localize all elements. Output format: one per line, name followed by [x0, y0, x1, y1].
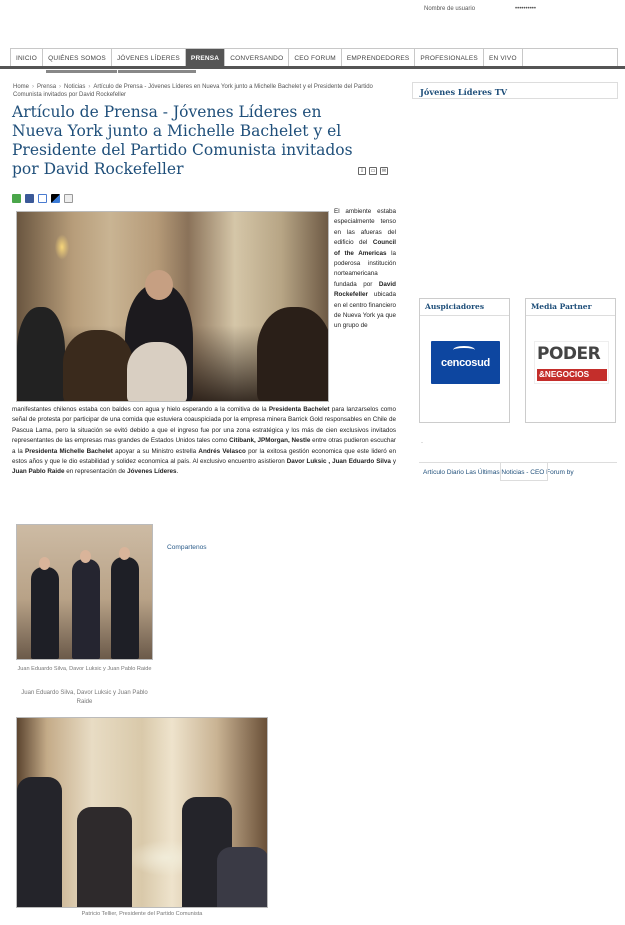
event-photo-bachelet: [16, 211, 329, 402]
nav-item-quienes-somos[interactable]: QUIÉNES SOMOS: [43, 49, 112, 67]
google-icon[interactable]: [38, 194, 47, 203]
breadcrumb: Home › Prensa › Noticias › Artículo de Prensa - Jóvenes Líderes en Nueva York junto a Michelle Bachelet y el Presidente del Partido Comunista invitados por David Rockefeller: [13, 84, 373, 98]
article-tools: [358, 167, 388, 175]
breadcrumb-noticias[interactable]: Noticias: [64, 84, 86, 90]
nav-hover-indicator: [46, 70, 117, 73]
share-icon[interactable]: [12, 194, 21, 203]
nav-item-ceo-forum[interactable]: CEO FORUM: [289, 49, 342, 67]
auspiciadores-box: [419, 298, 510, 423]
page-title: Artículo de Prensa - Jóvenes Líderes en Nueva York junto a Michelle Bachelet y el Presidente del Partido Comunista invitados por David Rockefeller: [12, 103, 353, 178]
delicious-icon[interactable]: [51, 194, 60, 203]
auspiciadores-heading: Auspiciadores: [420, 299, 509, 316]
news-tabs[interactable]: Artículo Diario Las Últimas Noticias - CEO Forum by: [419, 462, 617, 481]
nav-item-prensa[interactable]: PRENSA: [186, 49, 225, 67]
print-icon[interactable]: ▭: [370, 168, 376, 174]
social-share-icons: [12, 194, 73, 203]
email-icon[interactable]: ✉: [381, 168, 387, 174]
photo-caption-small: Juan Eduardo Silva, Davor Luksic y Juan Pablo Raide: [17, 666, 152, 672]
breadcrumb-home[interactable]: Home: [13, 84, 30, 90]
event-photo-dinner: [16, 717, 268, 908]
nav-underline-bar: [0, 66, 625, 69]
bookmark-icon[interactable]: [64, 194, 73, 203]
media-partner-box: [525, 298, 616, 423]
nav-item-inicio[interactable]: INICIO: [11, 49, 43, 67]
nav-item-conversando[interactable]: CONVERSANDO: [225, 49, 289, 67]
nav-item-profesionales[interactable]: PROFESIONALES: [415, 49, 484, 67]
photo-caption-bottom: Patricio Tellier, Presidente del Partido Comunista: [81, 911, 203, 917]
cencosud-logo[interactable]: cencosud: [431, 341, 500, 384]
facebook-icon[interactable]: [25, 194, 34, 203]
main-nav: [10, 48, 618, 67]
media-partner-heading: Media Partner: [526, 299, 615, 316]
article-body: manifestantes chilenos estaba con baldes con agua y hielo esperando a la comitiva de la Presidenta Bachelet para lanzarselos como señal de protesta por participar de una comida que estuviera coauspiciada por la empresa minera Barrick Gold responsables en Chile de Pascua Lama, pero la situación se evitó debido a que el ingreso fue por una zona estratégica y los más de cien exclusivos invitados representantes de las empresas mas grandes de Estados Unidos tales como Citibank, JPMorgan, Nestle entre otras pudieron escuchar a la Presidenta Michelle Bachelet apoyar a su Ministro estrella Andrés Velasco por la exitosa gestión economica que este lideró en estos años y que le dio estabilidad y solidez economica al país. Al exclusivo encuentro asistieron Davor Luksic , Juan Eduardo Silva y Juan Pablo Raide en representación de Jóvenes Líderes.: [12, 406, 397, 476]
breadcrumb-prensa[interactable]: Prensa: [37, 84, 57, 90]
jovenes-lideres-tv-heading[interactable]: Jóvenes Líderes TV: [412, 82, 618, 99]
password-input[interactable]: ••••••••••: [515, 6, 537, 12]
share-link[interactable]: Compartenos: [167, 544, 207, 551]
pdf-icon[interactable]: ⇩: [359, 168, 365, 174]
nav-item-jovenes-lideres[interactable]: JÓVENES LÍDERES: [112, 49, 186, 67]
article-intro-column: El ambiente estaba especialmente tenso en las afueras del edificio del Council of the Americas la poderosa institución norteamericana fundada por David Rockefeller ubicada en el centro financiero de Nueva York ya que un grupo de: [334, 208, 396, 330]
nav-item-emprendedores[interactable]: EMPRENDEDORES: [342, 49, 416, 67]
nav-hover-indicator: [118, 70, 196, 73]
username-input[interactable]: Nombre de usuario: [424, 6, 476, 12]
breadcrumb-current: Artículo de Prensa - Jóvenes Líderes en Nueva York junto a Michelle Bachelet y el Presidente del Partido Comunista invitados por David Rockefeller: [13, 84, 373, 98]
bullet-dot: ·: [421, 440, 423, 446]
poder-negocios-logo[interactable]: PODER &NEGOCIOS: [534, 341, 609, 384]
nav-item-en-vivo[interactable]: EN VIVO: [484, 49, 523, 67]
photo-caption: Juan Eduardo Silva, Davor Luksic y Juan Pablo Raide: [21, 690, 148, 705]
photo-three-men: [16, 524, 153, 660]
login-area: [424, 6, 624, 16]
